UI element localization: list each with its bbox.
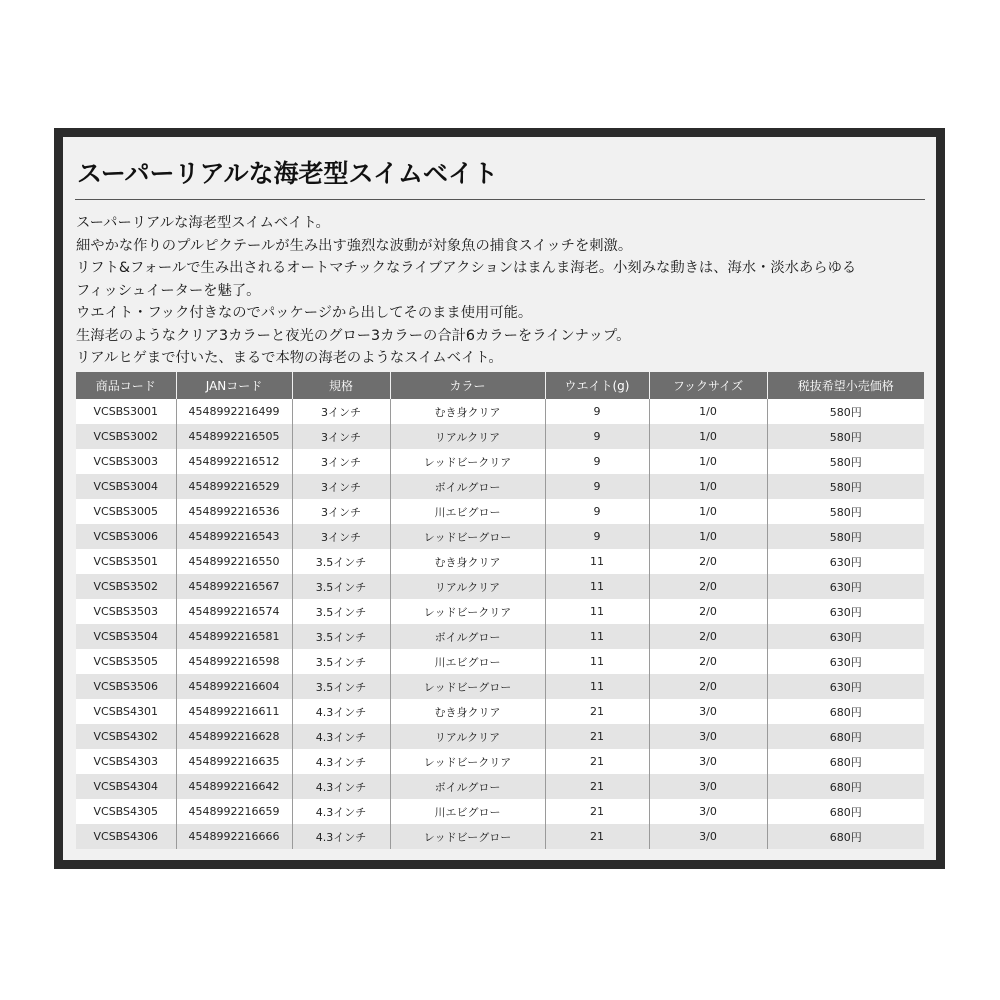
cell-jan-code: 4548992216642 (176, 774, 292, 799)
cell-size: 4.3インチ (292, 774, 390, 799)
cell-price: 680円 (767, 799, 924, 824)
cell-color: レッドビーグロー (390, 824, 545, 849)
cell-color: レッドビークリア (390, 599, 545, 624)
cell-product-code: VCSBS3502 (76, 574, 176, 599)
title-divider (75, 199, 925, 200)
cell-price: 680円 (767, 724, 924, 749)
header-size: 規格 (292, 372, 390, 399)
cell-size: 4.3インチ (292, 749, 390, 774)
cell-size: 3インチ (292, 449, 390, 474)
cell-price: 580円 (767, 449, 924, 474)
table-row (76, 424, 924, 449)
cell-price: 630円 (767, 599, 924, 624)
table-row (76, 724, 924, 749)
cell-color: 川エビグロー (390, 799, 545, 824)
table-row (76, 774, 924, 799)
cell-product-code: VCSBS3506 (76, 674, 176, 699)
cell-color: ボイルグロー (390, 774, 545, 799)
table-row (76, 824, 924, 849)
cell-price: 580円 (767, 499, 924, 524)
cell-weight: 21 (545, 724, 649, 749)
cell-color: レッドビークリア (390, 449, 545, 474)
cell-product-code: VCSBS3501 (76, 549, 176, 574)
cell-weight: 11 (545, 574, 649, 599)
cell-color: レッドビーグロー (390, 524, 545, 549)
cell-hook-size: 2/0 (649, 549, 767, 574)
cell-size: 3インチ (292, 499, 390, 524)
cell-jan-code: 4548992216598 (176, 649, 292, 674)
cell-price: 680円 (767, 824, 924, 849)
cell-jan-code: 4548992216635 (176, 749, 292, 774)
cell-hook-size: 1/0 (649, 524, 767, 549)
table-row (76, 524, 924, 549)
cell-product-code: VCSBS3003 (76, 449, 176, 474)
description-line: 生海老のようなクリア3カラーと夜光のグロー3カラーの合計6カラーをラインナップ。 (76, 327, 631, 344)
cell-product-code: VCSBS3002 (76, 424, 176, 449)
cell-color: リアルクリア (390, 574, 545, 599)
table-row (76, 474, 924, 499)
cell-weight: 21 (545, 824, 649, 849)
product-description (76, 212, 931, 370)
cell-color: ボイルグロー (390, 474, 545, 499)
cell-price: 630円 (767, 674, 924, 699)
cell-weight: 21 (545, 749, 649, 774)
cell-jan-code: 4548992216581 (176, 624, 292, 649)
cell-jan-code: 4548992216659 (176, 799, 292, 824)
cell-hook-size: 1/0 (649, 399, 767, 424)
cell-size: 3.5インチ (292, 599, 390, 624)
cell-hook-size: 2/0 (649, 574, 767, 599)
cell-size: 4.3インチ (292, 824, 390, 849)
cell-jan-code: 4548992216536 (176, 499, 292, 524)
cell-color: リアルクリア (390, 724, 545, 749)
cell-jan-code: 4548992216666 (176, 824, 292, 849)
header-hook-size: フックサイズ (649, 372, 767, 399)
cell-product-code: VCSBS3503 (76, 599, 176, 624)
cell-size: 4.3インチ (292, 699, 390, 724)
cell-jan-code: 4548992216574 (176, 599, 292, 624)
cell-hook-size: 2/0 (649, 624, 767, 649)
table-row (76, 449, 924, 474)
cell-weight: 21 (545, 774, 649, 799)
cell-size: 3.5インチ (292, 549, 390, 574)
table-row (76, 549, 924, 574)
table-row (76, 399, 924, 424)
cell-weight: 9 (545, 524, 649, 549)
table-row (76, 599, 924, 624)
page-title: スーパーリアルな海老型スイムベイト (77, 159, 499, 188)
cell-price: 580円 (767, 474, 924, 499)
table-row (76, 649, 924, 674)
cell-hook-size: 1/0 (649, 449, 767, 474)
cell-weight: 9 (545, 499, 649, 524)
description-line: フィッシュイーターを魅了。 (76, 282, 261, 299)
cell-color: リアルクリア (390, 424, 545, 449)
cell-hook-size: 2/0 (649, 649, 767, 674)
cell-jan-code: 4548992216543 (176, 524, 292, 549)
spec-table (76, 372, 924, 849)
description-line: スーパーリアルな海老型スイムベイト。 (76, 215, 330, 231)
cell-product-code: VCSBS4306 (76, 824, 176, 849)
cell-size: 3インチ (292, 524, 390, 549)
cell-color: 川エビグロー (390, 499, 545, 524)
cell-price: 630円 (767, 574, 924, 599)
cell-jan-code: 4548992216512 (176, 449, 292, 474)
cell-color: むき身クリア (390, 399, 545, 424)
cell-weight: 11 (545, 599, 649, 624)
cell-jan-code: 4548992216611 (176, 699, 292, 724)
cell-price: 680円 (767, 749, 924, 774)
cell-weight: 9 (545, 449, 649, 474)
cell-hook-size: 3/0 (649, 799, 767, 824)
cell-weight: 9 (545, 474, 649, 499)
product-panel (63, 137, 936, 860)
cell-product-code: VCSBS3006 (76, 524, 176, 549)
cell-weight: 11 (545, 674, 649, 699)
cell-price: 680円 (767, 699, 924, 724)
cell-size: 4.3インチ (292, 799, 390, 824)
cell-product-code: VCSBS4301 (76, 699, 176, 724)
table-row (76, 674, 924, 699)
header-product-code: 商品コード (76, 372, 176, 399)
header-jan-code: JANコード (176, 372, 292, 399)
cell-size: 3インチ (292, 399, 390, 424)
cell-weight: 11 (545, 549, 649, 574)
cell-jan-code: 4548992216628 (176, 724, 292, 749)
cell-size: 4.3インチ (292, 724, 390, 749)
cell-product-code: VCSBS3001 (76, 399, 176, 424)
header-price: 税抜希望小売価格 (767, 372, 924, 399)
cell-color: ボイルグロー (390, 624, 545, 649)
spec-table-body (76, 399, 924, 849)
cell-hook-size: 2/0 (649, 674, 767, 699)
product-frame (54, 128, 945, 869)
cell-jan-code: 4548992216567 (176, 574, 292, 599)
cell-product-code: VCSBS4305 (76, 799, 176, 824)
cell-size: 3.5インチ (292, 649, 390, 674)
cell-weight: 11 (545, 624, 649, 649)
cell-hook-size: 3/0 (649, 699, 767, 724)
description-line: ウエイト・フック付きなのでパッケージから出してそのまま使用可能。 (76, 305, 533, 321)
cell-price: 580円 (767, 524, 924, 549)
cell-size: 3.5インチ (292, 574, 390, 599)
cell-jan-code: 4548992216529 (176, 474, 292, 499)
header-color: カラー (390, 372, 545, 399)
cell-size: 3インチ (292, 424, 390, 449)
cell-product-code: VCSBS3505 (76, 649, 176, 674)
cell-hook-size: 3/0 (649, 749, 767, 774)
cell-product-code: VCSBS3004 (76, 474, 176, 499)
cell-price: 580円 (767, 424, 924, 449)
cell-weight: 21 (545, 799, 649, 824)
description-line: リフト&フォールで生み出されるオートマチックなライブアクションはまんま海老。小刻みな動きは、海水・淡水あらゆる (76, 260, 857, 276)
cell-color: むき身クリア (390, 699, 545, 724)
cell-price: 630円 (767, 549, 924, 574)
cell-jan-code: 4548992216604 (176, 674, 292, 699)
cell-product-code: VCSBS3504 (76, 624, 176, 649)
cell-hook-size: 3/0 (649, 824, 767, 849)
cell-jan-code: 4548992216499 (176, 399, 292, 424)
cell-weight: 11 (545, 649, 649, 674)
cell-product-code: VCSBS4302 (76, 724, 176, 749)
cell-color: レッドビークリア (390, 749, 545, 774)
table-row (76, 799, 924, 824)
cell-price: 680円 (767, 774, 924, 799)
cell-hook-size: 2/0 (649, 599, 767, 624)
cell-price: 630円 (767, 624, 924, 649)
cell-hook-size: 1/0 (649, 474, 767, 499)
cell-hook-size: 1/0 (649, 499, 767, 524)
cell-size: 3インチ (292, 474, 390, 499)
cell-size: 3.5インチ (292, 624, 390, 649)
cell-color: むき身クリア (390, 549, 545, 574)
cell-color: レッドビーグロー (390, 674, 545, 699)
cell-price: 580円 (767, 399, 924, 424)
cell-product-code: VCSBS4304 (76, 774, 176, 799)
cell-jan-code: 4548992216505 (176, 424, 292, 449)
table-row (76, 699, 924, 724)
cell-hook-size: 1/0 (649, 424, 767, 449)
cell-hook-size: 3/0 (649, 774, 767, 799)
description-line: 細やかな作りのプルピクテールが生み出す強烈な波動が対象魚の捕食スイッチを刺激。 (76, 237, 633, 254)
table-row (76, 624, 924, 649)
cell-price: 630円 (767, 649, 924, 674)
table-row (76, 499, 924, 524)
cell-product-code: VCSBS3005 (76, 499, 176, 524)
cell-jan-code: 4548992216550 (176, 549, 292, 574)
cell-weight: 9 (545, 399, 649, 424)
cell-weight: 9 (545, 424, 649, 449)
cell-color: 川エビグロー (390, 649, 545, 674)
table-row (76, 749, 924, 774)
cell-hook-size: 3/0 (649, 724, 767, 749)
header-weight: ウエイト(g) (545, 372, 649, 399)
cell-weight: 21 (545, 699, 649, 724)
cell-size: 3.5インチ (292, 674, 390, 699)
table-row (76, 574, 924, 599)
description-line: リアルヒゲまで付いた、まるで本物の海老のようなスイムベイト。 (76, 350, 503, 366)
spec-table-header-row (76, 372, 924, 399)
cell-product-code: VCSBS4303 (76, 749, 176, 774)
